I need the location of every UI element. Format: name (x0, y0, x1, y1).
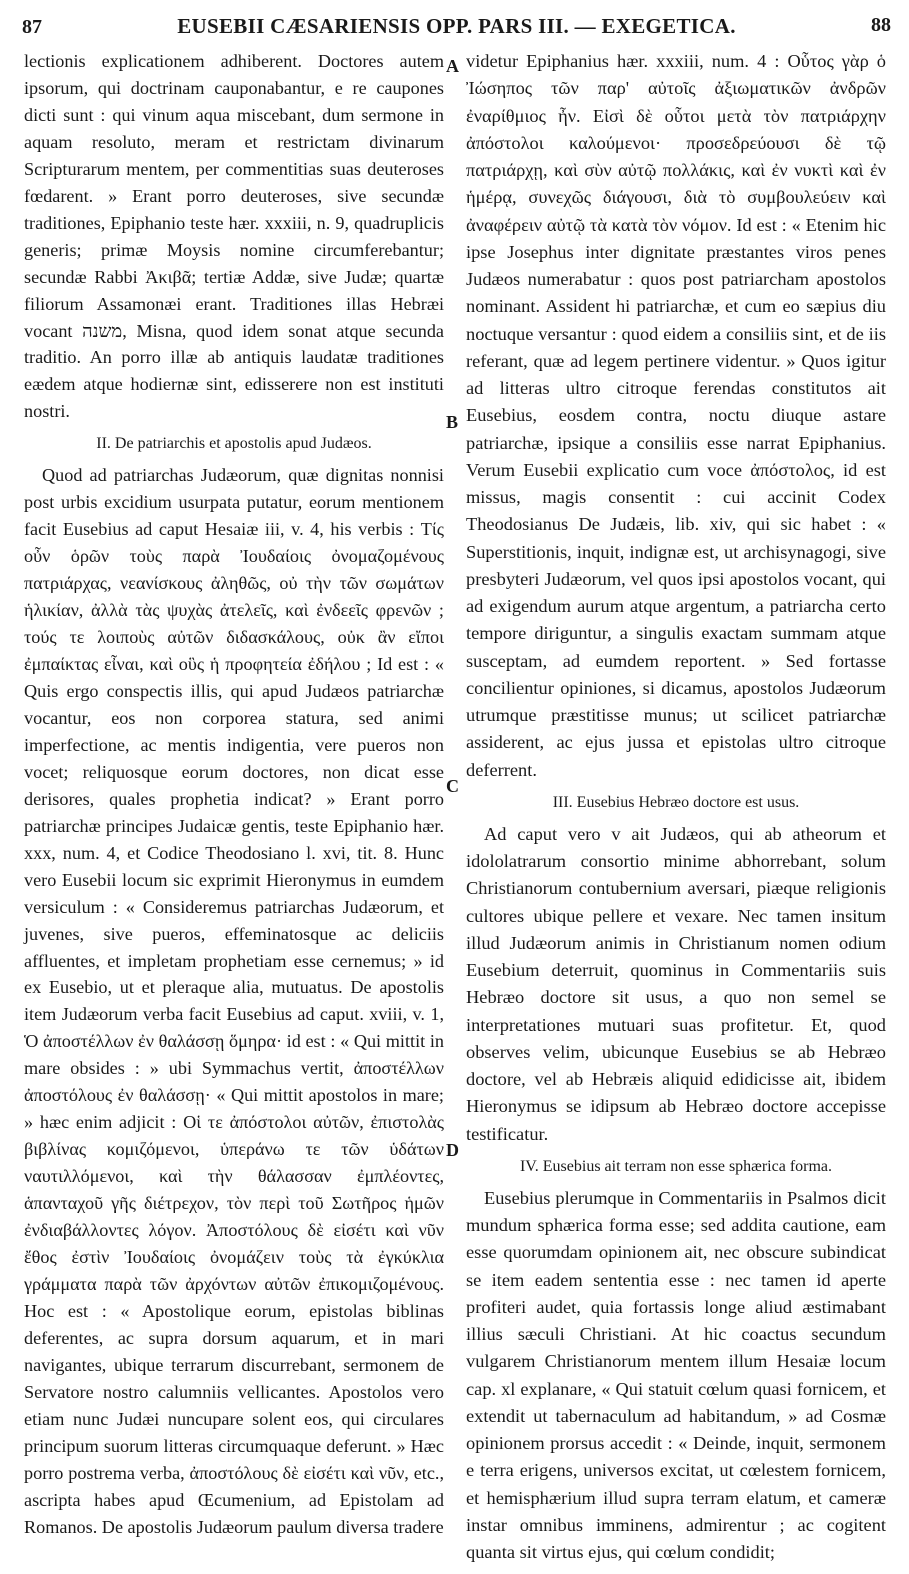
margin-letter-a: A (446, 56, 459, 76)
right-column (466, 48, 886, 1566)
right-paragraph-1: videtur Epiphanius hær. xxxiii, num. 4 : Οὗτος γὰρ ὁ Ἰώσηπος τῶν παρ' αὐτοῖς ἀξιωματικῶν ἀνδρῶν ἐναρίθμιος ἦν. Εἰσὶ δὲ οὗτοι μετὰ τὸν πατριάρχην ἀπόστολοι καλούμενοι· προσεδρεύουσι δὲ τῷ πατριάρχῃ, καὶ σὺν αὐτῷ πολλάκις, καὶ ἐν νυκτὶ καὶ ἐν ἡμέρᾳ, συνεχῶς διάγουσι, διὰ τὸ συμβουλεύειν καὶ ἀναφέρειν αὐτῷ τὰ κατὰ τὸν νόμον. Id est : « Etenim hic ipse Josephus inter dignitate præstantes viros penes Judæos numerabatur : quos post patriarcham apostolos nominant. Assident hi patriarchæ, et cum eo sæpius diu noctuque versantur : quod eidem a consiliis sint, et de iis referant, quæ ad legem pertinere videntur. » Quos igitur ad litteras ultro citroque ferendas constitutos ait Eusebius, eosdem contra, noctu diuque astare patriarchæ, ipsique a consiliis esse narrat Epiphanius. Verum Eusebii explicatio cum voce ἀπόστολος, id est missus, magis consentit : cui accinit Codex Theodosianus De Judæis, lib. xiv, qui sic habet : « Superstitionis, inquit, indignæ est, ut archisynagogi, sive presbyteri Judæorum, vel quos ipsi apostolos vocant, qui ad exigendum aurum atque argentum, a patriarcha certo tempore diriguntur, a singulis exactam summam atque susceptam, ad eumdem reportent. » Sed fortasse concilientur opiniones, si dicamus, apostolos Judæorum utrumque præstitisse munus; ut scilicet patriarchæ assiderent, ac ejus jussa et epistolas ultro citroque deferrent. (466, 51, 886, 780)
left-paragraph-2: Quod ad patriarchas Judæorum, quæ dignitas nonnisi post urbis excidium usurpata putatur, eorum mentionem facit Eusebius ad caput Hesaiæ iii, v. 4, his verbis : Τίς οὖν ὁρῶν τοὺς παρὰ Ἰουδαίοις ὀνομαζομένους πατριάρχας, νεανίσκους ἀληθῶς, οὐ τὴν τῶν σωμάτων ἡλικίαν, ἀλλὰ τὰς ψυχὰς ἀτελεῖς, καὶ ἐνδεεῖς φρενῶν ; τούς τε λοιποὺς αὐτῶν διδασκάλους, οὐκ ἂν εἴποι ἐμπαίκτας εἶναι, καὶ οὓς ἡ προφητεία ἐδήλου ; Id est : « Quis ergo conspectis illis, qui apud Judæos patriarchæ vocantur, eos non corporea statura, sed animi imperfectione, ac mentis indigentia, vere pueros non vocet; reliquosque eorum doctores, non dicat esse derisores, quales prophetia indicat? » Erant porro patriarchæ principes Judaicæ gentis, teste Epiphanio hær. xxx, num. 4, et Codice Theodosiano l. xvi, tit. 8. Hunc vero Eusebii locum sic exprimit Hieronymus in eumdem versiculum : « Consideremus patriarchas Judæorum, et juvenes, sive pueros, effeminatosque ac deliciis affluentes, et impletam prophetiam esse cernemus; » id ex Eusebio, ut et pleraque alia, mutuatus. De apostolis item Judæorum verba facit Eusebius ad caput. xviii, v. 1, Ὁ ἀποστέλλων ἐν θαλάσσῃ ὅμηρα· id est : « Qui mittit in mare obsides : » ubi Symmachus vertit, ἀποστέλλων ἀποστόλους ἐν θαλάσσῃ· « Qui mittit apostolos in mare; » hæc enim adjicit : Οἱ τε ἀπόστολοι αὐτῶν, ἐπιστολὰς βιβλίνας κομιζόμενοι, ὑπεράνω τε τῶν ὑδάτων ναυτιλλόμενοι, καὶ τὴν θάλασσαν ἐμπλέοντες, ἁπανταχοῦ γῆς διέτρεχον, τὸν περὶ τοῦ Σωτῆρος ἡμῶν ἐνδιαβάλλοντες λόγον. Ἀποστόλους δὲ εἰσέτι καὶ νῦν ἔθος ἐστὶν Ἰουδαίοις ὀνομάζειν τοὺς τὰ ἐγκύκλια γράμματα παρὰ τῶν ἀρχόντων αὐτῶν ἐπικομιζομένους. Hoc est : « Apostolique eorum, epistolas biblinas deferentes, ac supra dorsum aquarum, et in mari navigantes, ubique terrarum discurrebant, sermonem de Servatore nostro calumniis vellicantes. Apostolos vero etiam nunc Judæi nuncupare solent eos, qui circulares principum suorum litteras circumquaque deferunt. » Hæc porro postrema verba, ἀποστόλους δὲ εἰσέτι καὶ νῦν, etc., ascripta habes apud Œcumenium, ad Epistolam ad Romanos. De apostolis Judæorum paulum diversa tradere (24, 465, 444, 1537)
right-paragraph-3: Eusebius plerumque in Commentariis in Psalmos dicit mundum sphærica forma esse; sed addita cautione, eam esse quorumdam opinionem ait, nec obscure subindicat se item eadem sententia esse : nec tamen id aperte profiteri audet, quia fortassis longe aliud æstimabant illius sæculi Christiani. At hic coactus secundum vulgarem Christianorum mentem illum Hesaiæ locum cap. xl explanare, « Qui statuit cœlum quasi fornicem, et extendit ut tabernaculum ad habitandum, » ad Cosmæ opinionem prorsus accedit : « Deinde, inquit, sermonem e terra erigens, universos excitat, ut cœlestem fornicem, et hemisphærium illud supra terram elatum, et cameræ instar omnibus imminens, admirentur ; ac cogitent quanta sit virtus ejus, qui cœlum condidit; (466, 1187, 886, 1562)
section-heading-hebrew-teacher: III. Eusebius Hebræo doctore est usus. (552, 793, 800, 811)
margin-letter-b: B (446, 412, 459, 432)
section-heading-earth-shape: IV. Eusebius ait terram non esse sphærica forma. (519, 1157, 833, 1175)
left-paragraph-1: lectionis explicationem adhiberent. Doctores autem ipsorum, qui doctrinam cauponabantur, e re caupones dicti sunt : qui vinum aqua miscebant, dum sermone in aquam resoluto, meram et restrictam divinarum Scripturarum mentem, per commentitias suas deuteroses fœdarent. » Erant porro deuteroses, sive secundæ traditiones, Epiphanio teste hær. xxxiii, n. 9, quadruplicis generis; primæ Moysis nomine circumferebantur; secundæ Rabbi Ἀκιβᾶ; tertiæ Addæ, sive Judæ; quartæ filiorum Assamonæi erant. Traditiones illas Hebræi vocant משנה, Misna, quod idem sonat atque secunda traditio. An porro illæ ab antiquis laudatæ traditiones eædem atque hodiernæ sint, edisserere non est instituti nostri. (24, 51, 444, 422)
running-title: EUSEBII CÆSARIENSIS OPP. PARS III. — EXEGETICA. (177, 14, 736, 38)
margin-letter-d: D (446, 1140, 459, 1160)
margin-letter-c: C (446, 776, 459, 796)
section-heading-patriarchs: II. De patriarchis et apostolis apud Judæos. (96, 435, 372, 453)
left-column (24, 48, 444, 1540)
running-header (22, 8, 891, 42)
page-number-right: 88 (871, 14, 891, 36)
right-paragraph-2: Ad caput vero v ait Judæos, qui ab atheorum et idololatrarum consortio minime abhorrebant, solum Christianorum contubernium aversari, piæque religionis cultores ubique pellere et vexare. Nec tamen insitum illud Judæorum animis in Christianum nomen odium Eusebium deterruit, quominus in Commentariis suis Hebræo doctore sit usus, a quo non semel se interpretationes mutuari suas profitetur. Et, quod observes velim, ubicunque Eusebius se ab Hebræo doctore, vel ab Hebræis aliquid edidicisse ait, ibidem Hieronymus se idipsum ab Hebræo doctore accepisse testificatur. (466, 823, 886, 1144)
page-number-left: 87 (22, 16, 42, 38)
